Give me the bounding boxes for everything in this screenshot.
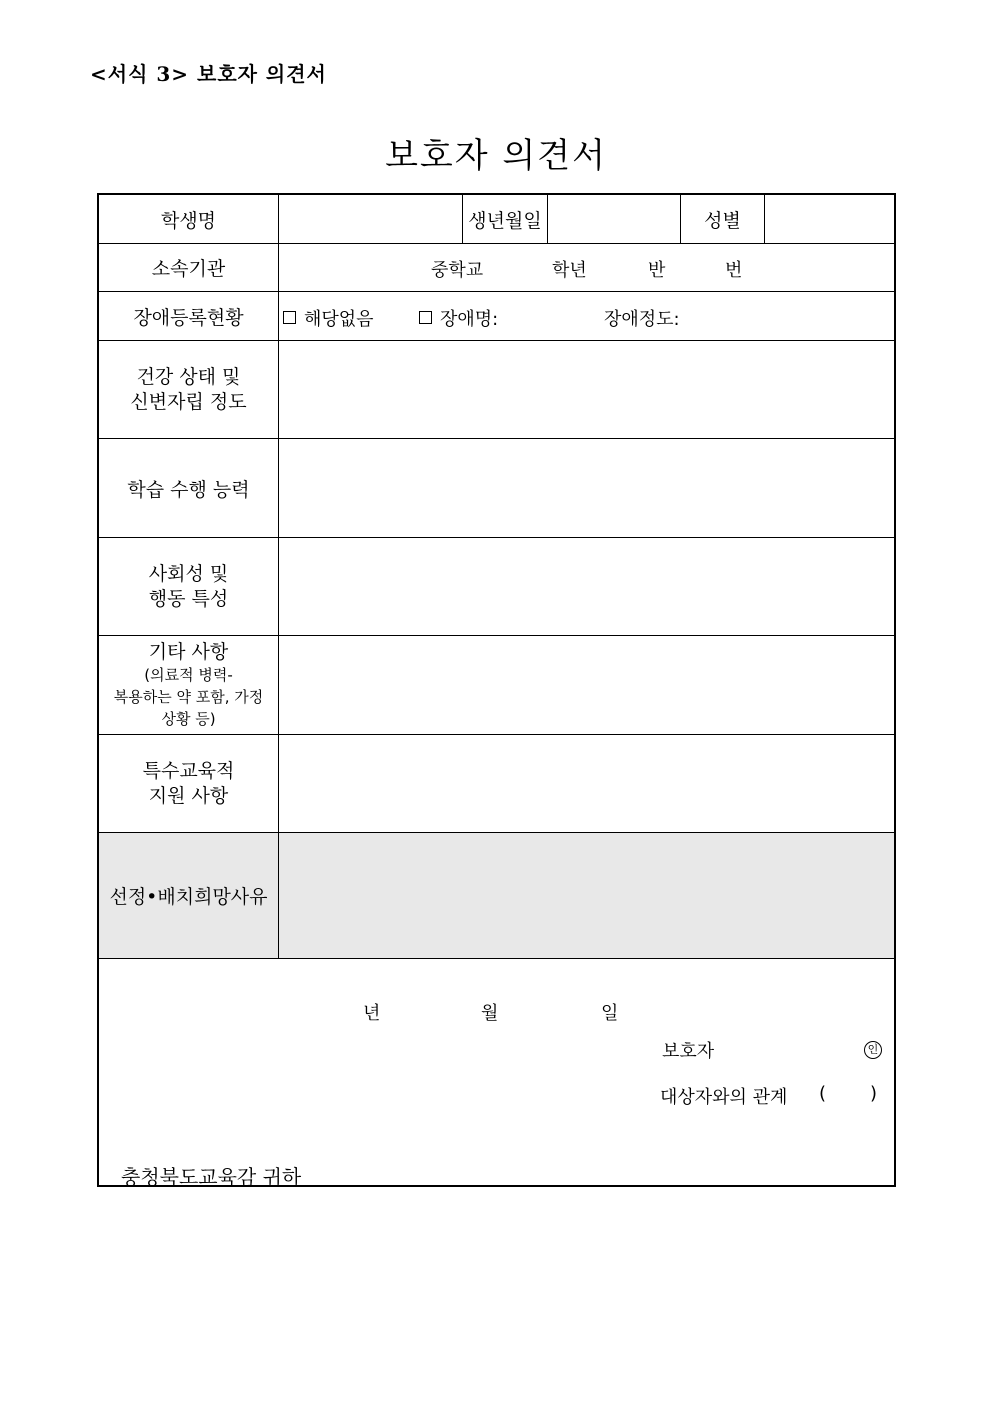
social-behavior-field[interactable] xyxy=(279,538,894,635)
grade-suffix: 학년 xyxy=(552,260,587,281)
number-suffix: 번 xyxy=(725,260,743,281)
social-behavior-label: 사회성 및 행동 특성 xyxy=(148,562,229,610)
seal-mark xyxy=(864,1037,882,1059)
guardian-label: 보호자 xyxy=(662,1041,715,1062)
birth-date-label: 생년월일 xyxy=(468,209,542,232)
document-title: 보호자 의견서 xyxy=(385,136,607,176)
relation-label: 대상자와의 관계 xyxy=(660,1087,788,1108)
health-label: 건강 상태 및 신변자립 정도 xyxy=(130,365,247,413)
gender-field[interactable] xyxy=(765,195,894,243)
placement-reason-field[interactable] xyxy=(279,833,894,958)
opinion-form-table xyxy=(97,193,896,1187)
option-none[interactable]: 해당없음 xyxy=(283,305,374,331)
disability-degree-label: 장애정도: xyxy=(604,309,680,330)
learning-ability-field[interactable] xyxy=(279,439,894,537)
student-name-label: 학생명 xyxy=(160,209,217,232)
date-year-label: 년 xyxy=(363,1003,381,1024)
seal-icon: 인 xyxy=(864,1041,882,1059)
other-notes-label: 기타 사항 (의료적 병력- 복용하는 약 포함, 가정 상황 등) xyxy=(113,641,264,728)
other-notes-field[interactable] xyxy=(279,636,894,734)
special-support-field[interactable] xyxy=(279,735,894,832)
special-support-label: 특수교육적 지원 사항 xyxy=(142,759,235,807)
date-day-label: 일 xyxy=(601,1003,619,1024)
class-suffix: 반 xyxy=(648,260,666,281)
student-name-field[interactable] xyxy=(279,195,462,243)
gender-label: 성별 xyxy=(704,209,741,232)
learning-ability-label: 학습 수행 능력 xyxy=(127,478,250,501)
row-divider xyxy=(99,958,894,959)
relation-paren-open: ( xyxy=(819,1083,827,1104)
form-number-label: <서식 3> 보호자 의견서 xyxy=(90,62,327,86)
health-field[interactable] xyxy=(279,341,894,438)
option-disability-name[interactable]: 장애명: xyxy=(419,305,498,331)
checkbox-icon[interactable] xyxy=(419,311,432,324)
relation-paren-close: ) xyxy=(870,1083,878,1104)
school-suffix: 중학교 xyxy=(431,260,484,281)
addressee: 충청북도교육감 귀하 xyxy=(121,1165,302,1189)
birth-date-field[interactable] xyxy=(548,195,680,243)
disability-status-label: 장애등록현황 xyxy=(133,306,244,329)
date-month-label: 월 xyxy=(481,1003,499,1024)
affiliation-label: 소속기관 xyxy=(151,258,226,280)
placement-reason-label: 선정•배치희망사유 xyxy=(109,886,268,908)
checkbox-icon[interactable] xyxy=(283,311,296,324)
